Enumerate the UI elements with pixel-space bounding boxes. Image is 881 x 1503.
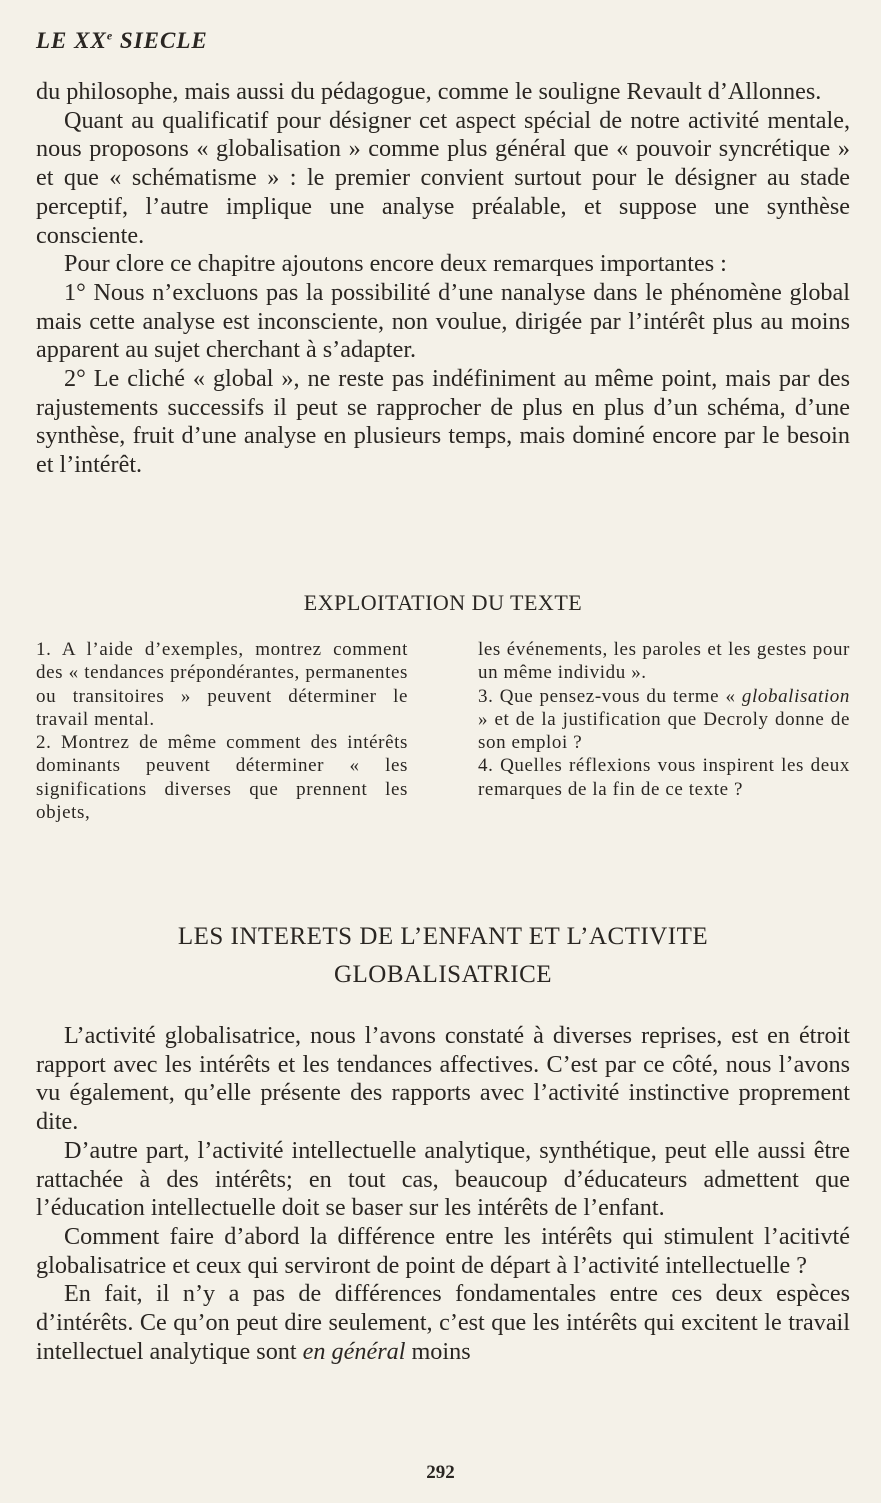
section-title: EXPLOITATION DU TEXTE xyxy=(303,590,583,615)
questions-block xyxy=(36,638,850,824)
chapter-title: LES INTERETS DE L’ENFANT ET L’ACTIVITE GLOBALISATRICE xyxy=(177,923,709,988)
question-3: 3. Que pensez-vous du terme « globalisation » et de la justification que Decroly donne de son emploi ? xyxy=(478,685,850,754)
paragraph: D’autre part, l’activité intellectuelle analytique, synthétique, peut elle aussi être rattachée à des intérêts; en tout cas, beaucoup d’éducateurs admettent que l’éducation intellectuelle doit se baser sur les intérêts de l’enfant. xyxy=(36,1136,850,1222)
questions-column-left xyxy=(36,638,408,824)
paragraph: 2° Le cliché « global », ne reste pas indéfiniment au même point, mais par des rajustements successifs il peut se rapprocher de plus en plus d’un schéma, d’une synthèse, fruit d’une analyse en plusieurs temps, mais dominé encore par le besoin et l’intérêt. xyxy=(36,365,850,479)
paragraph: L’activité globalisatrice, nous l’avons constaté à diverses reprises, est en étroit rapport avec les intérêts et les tendances affectives. C’est par ce côté, nous l’avons vu également, qu’elle présente des rapports avec l’activité instinctive proprement dite. xyxy=(36,1022,850,1136)
paragraph: Comment faire d’abord la différence entre les intérêts qui stimulent l’acitivté globalisatrice et ceux qui serviront de point de départ à l’activité intellectuelle ? xyxy=(36,1222,850,1279)
question-1: 1. A l’aide d’exemples, montrez comment des « tendances prépondérantes, permanentes ou transitoires » peuvent déterminer le travail mental. xyxy=(36,639,408,730)
question-4: 4. Quelles réflexions vous inspirent les deux remarques de la fin de ce texte ? xyxy=(478,755,850,800)
question-2-continued: les événements, les paroles et les gestes pour un même individu ». xyxy=(478,639,850,684)
paragraph: du philosophe, mais aussi du pédagogue, comme le souligne Revault d’Allonnes. xyxy=(36,78,822,105)
intro-text xyxy=(36,78,850,480)
paragraph: En fait, il n’y a pas de différences fondamentales entre ces deux espèces d’intérêts. Ce qu’on peut dire seulement, c’est que les intérêts qui excitent le travail intellectuel analytique sont en général moins xyxy=(36,1280,850,1365)
questions-column-right xyxy=(478,638,850,824)
running-header: LE XXe SIECLE xyxy=(36,28,208,53)
question-2: 2. Montrez de même comment des intérêts dominants peuvent déterminer « les significations diverses que prennent les objets, xyxy=(36,732,408,824)
chapter-text xyxy=(36,1022,850,1366)
paragraph: Pour clore ce chapitre ajoutons encore deux remarques importantes : xyxy=(64,250,727,278)
paragraph: Quant au qualificatif pour désigner cet aspect spécial de notre activité mentale, nous proposons « globalisation » comme plus général que « pouvoir syncrétique » et que « schématisme » : le premier convient surtout pour le désigner au stade perceptif, l’autre implique une analyse préalable, et suppose une synthèse consciente. xyxy=(36,106,850,249)
paragraph: 1° Nous n’excluons pas la possibilité d’une nanalyse dans le phénomène global mais cette analyse est inconsciente, non voulue, dirigée par l’intérêt plus au moins apparent au sujet cherchant à s’adapter. xyxy=(36,278,850,364)
page-number: 292 xyxy=(426,1462,455,1483)
